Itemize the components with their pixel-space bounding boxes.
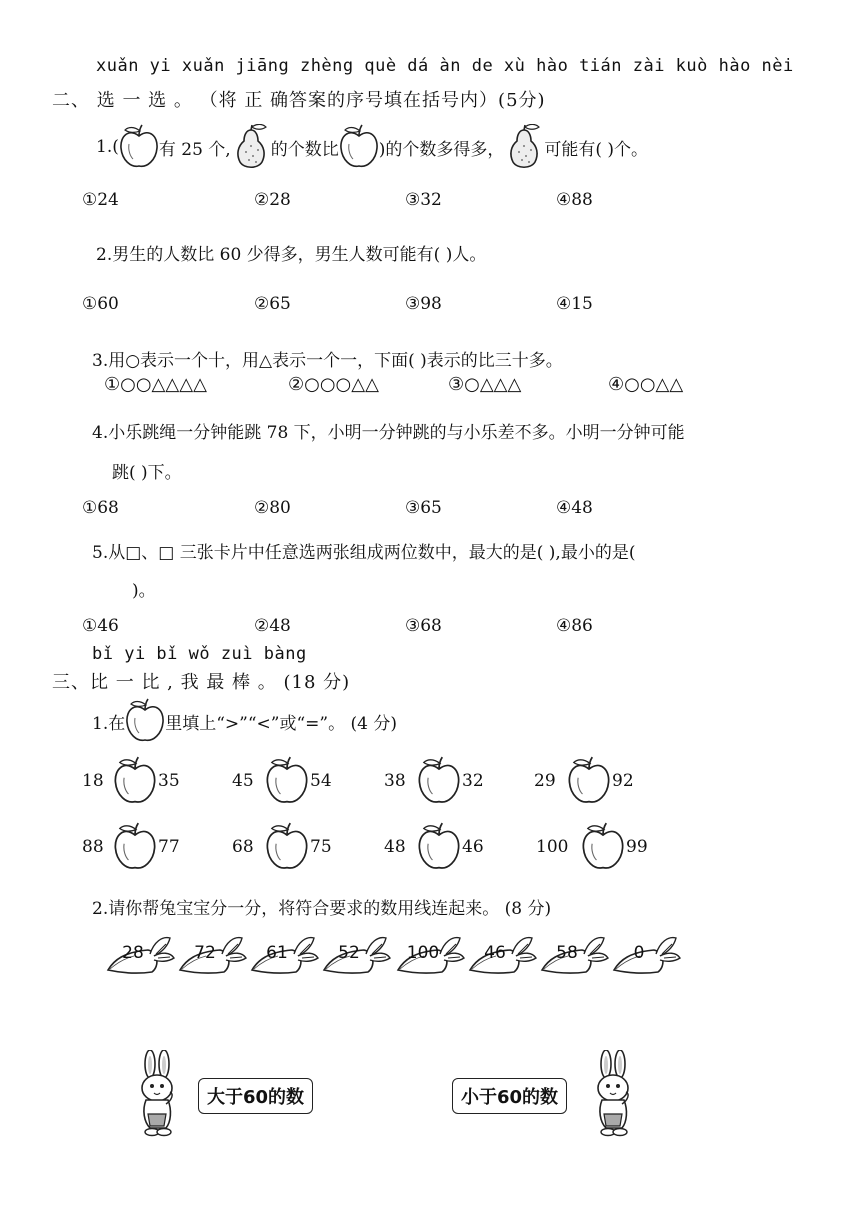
- carrot-number: 100: [406, 943, 440, 963]
- q2-option-4[interactable]: ④15: [556, 294, 593, 314]
- q3-option-3[interactable]: ③○△△△: [448, 374, 522, 395]
- q1-option-1[interactable]: ①24: [82, 190, 119, 210]
- q1-text-part2: 有 25 个,: [158, 139, 231, 160]
- carrot-number: 46: [484, 943, 506, 963]
- compare-right-number: 32: [462, 771, 484, 791]
- apple-answer-box[interactable]: [264, 822, 310, 872]
- compare-left-number: 45: [232, 771, 254, 791]
- carrot-number: 58: [556, 943, 578, 963]
- question-4-line2: 跳( )下。: [112, 463, 182, 483]
- q1-option-3[interactable]: ③32: [405, 190, 442, 210]
- compare-left-number: 48: [384, 837, 406, 857]
- q3-option-2[interactable]: ②○○○△△: [288, 374, 379, 395]
- q1-option-2[interactable]: ②28: [254, 190, 291, 210]
- question-4-line1: 4.小乐跳绳一分钟能跳 78 下，小明一分钟跳的与小乐差不多。小明一分钟可能: [92, 423, 685, 443]
- s3-q1-suffix: 里填上“>”“<”或“=”。 (4 分): [165, 713, 398, 734]
- q5-option-4[interactable]: ④86: [556, 616, 593, 636]
- question-3: 3.用○表示一个十，用△表示一个一，下面( )表示的比三十多。: [92, 351, 563, 371]
- apple-icon: [125, 698, 165, 744]
- q1-text-part3: 的个数比: [270, 139, 339, 160]
- compare-item: [384, 822, 484, 872]
- compare-right-number: 46: [462, 837, 484, 857]
- section3-title: 三、比 一 比 , 我 最 棒 。 (18 分): [52, 672, 351, 693]
- apple-answer-box[interactable]: [416, 822, 462, 872]
- s3-question-1: [92, 698, 397, 744]
- label-greater-than-60[interactable]: 大于60的数: [198, 1078, 313, 1114]
- carrot-number: 61: [266, 943, 288, 963]
- compare-item: [82, 822, 180, 872]
- pinyin-heading-section2: xuǎn yi xuǎn jiāng zhèng què dá àn de xù hào tián zài kuò hào nèi: [96, 56, 794, 76]
- pinyin-heading-section3: bǐ yi bǐ wǒ zuì bàng: [92, 644, 307, 664]
- apple-icon: [119, 124, 159, 170]
- apple-answer-box[interactable]: [416, 756, 462, 806]
- apple-answer-box[interactable]: [112, 822, 158, 872]
- section2-title: 二、 选 一 选 。 （将 正 确答案的序号填在括号内）(5分): [52, 90, 546, 111]
- compare-right-number: 99: [626, 837, 648, 857]
- pear-icon: [504, 124, 544, 170]
- compare-right-number: 54: [310, 771, 332, 791]
- q2-option-2[interactable]: ②65: [254, 294, 291, 314]
- compare-left-number: 100: [536, 837, 569, 857]
- question-2: 2.男生的人数比 60 少得多，男生人数可能有( )人。: [96, 245, 487, 265]
- rabbit-left-icon: [134, 1050, 182, 1140]
- q4-option-1[interactable]: ①68: [82, 498, 119, 518]
- compare-left-number: 88: [82, 837, 104, 857]
- s3-question-2: 2.请你帮兔宝宝分一分，将符合要求的数用线连起来。 (8 分): [92, 899, 552, 919]
- q5-option-1[interactable]: ①46: [82, 616, 119, 636]
- compare-left-number: 38: [384, 771, 406, 791]
- question-5-line2: )。: [132, 581, 156, 601]
- carrot-card[interactable]: [104, 932, 176, 976]
- q3-option-1[interactable]: ①○○△△△△: [104, 374, 207, 395]
- s3-q1-prefix: 1.在: [92, 713, 126, 734]
- carrot-card[interactable]: [538, 932, 610, 976]
- compare-left-number: 18: [82, 771, 104, 791]
- apple-answer-box[interactable]: [112, 756, 158, 806]
- label-less-than-60[interactable]: 小于60的数: [452, 1078, 567, 1114]
- compare-item: [232, 756, 332, 806]
- carrot-card[interactable]: [176, 932, 248, 976]
- compare-right-number: 92: [612, 771, 634, 791]
- question-5-line1: 5.从□、□ 三张卡片中任意选两张组成两位数中，最大的是( ),最小的是(: [92, 543, 636, 563]
- pear-icon: [231, 124, 271, 170]
- apple-answer-box[interactable]: [566, 756, 612, 806]
- q1-text-part4: )的个数多得多，: [378, 139, 505, 160]
- q4-option-3[interactable]: ③65: [405, 498, 442, 518]
- apple-answer-box[interactable]: [580, 822, 626, 872]
- rabbit-right-icon: [590, 1050, 638, 1140]
- carrot-number: 52: [338, 943, 360, 963]
- q4-option-2[interactable]: ②80: [254, 498, 291, 518]
- carrot-card[interactable]: [320, 932, 392, 976]
- q5-option-3[interactable]: ③68: [405, 616, 442, 636]
- carrot-number: 28: [122, 943, 144, 963]
- compare-right-number: 35: [158, 771, 180, 791]
- q4-option-4[interactable]: ④48: [556, 498, 593, 518]
- carrot-card[interactable]: [466, 932, 538, 976]
- q1-text-part5: 可能有( )个。: [544, 139, 649, 160]
- compare-right-number: 77: [158, 837, 180, 857]
- q1-text-part1: 1.(: [96, 137, 119, 157]
- apple-answer-box[interactable]: [264, 756, 310, 806]
- q2-option-3[interactable]: ③98: [405, 294, 442, 314]
- compare-right-number: 75: [310, 837, 332, 857]
- compare-item: [536, 822, 648, 872]
- carrot-card[interactable]: [248, 932, 320, 976]
- q3-option-4[interactable]: ④○○△△: [608, 374, 684, 395]
- carrot-card[interactable]: [610, 932, 682, 976]
- compare-item: [82, 756, 180, 806]
- compare-item: [232, 822, 332, 872]
- q5-option-2[interactable]: ②48: [254, 616, 291, 636]
- carrot-card[interactable]: [394, 932, 466, 976]
- carrot-number: 72: [194, 943, 216, 963]
- apple-icon: [339, 124, 379, 170]
- compare-left-number: 68: [232, 837, 254, 857]
- carrot-number: 0: [633, 943, 645, 963]
- q1-option-4[interactable]: ④88: [556, 190, 593, 210]
- compare-item: [384, 756, 484, 806]
- compare-item: [534, 756, 634, 806]
- question-1: [96, 124, 648, 170]
- q2-option-1[interactable]: ①60: [82, 294, 119, 314]
- compare-left-number: 29: [534, 771, 556, 791]
